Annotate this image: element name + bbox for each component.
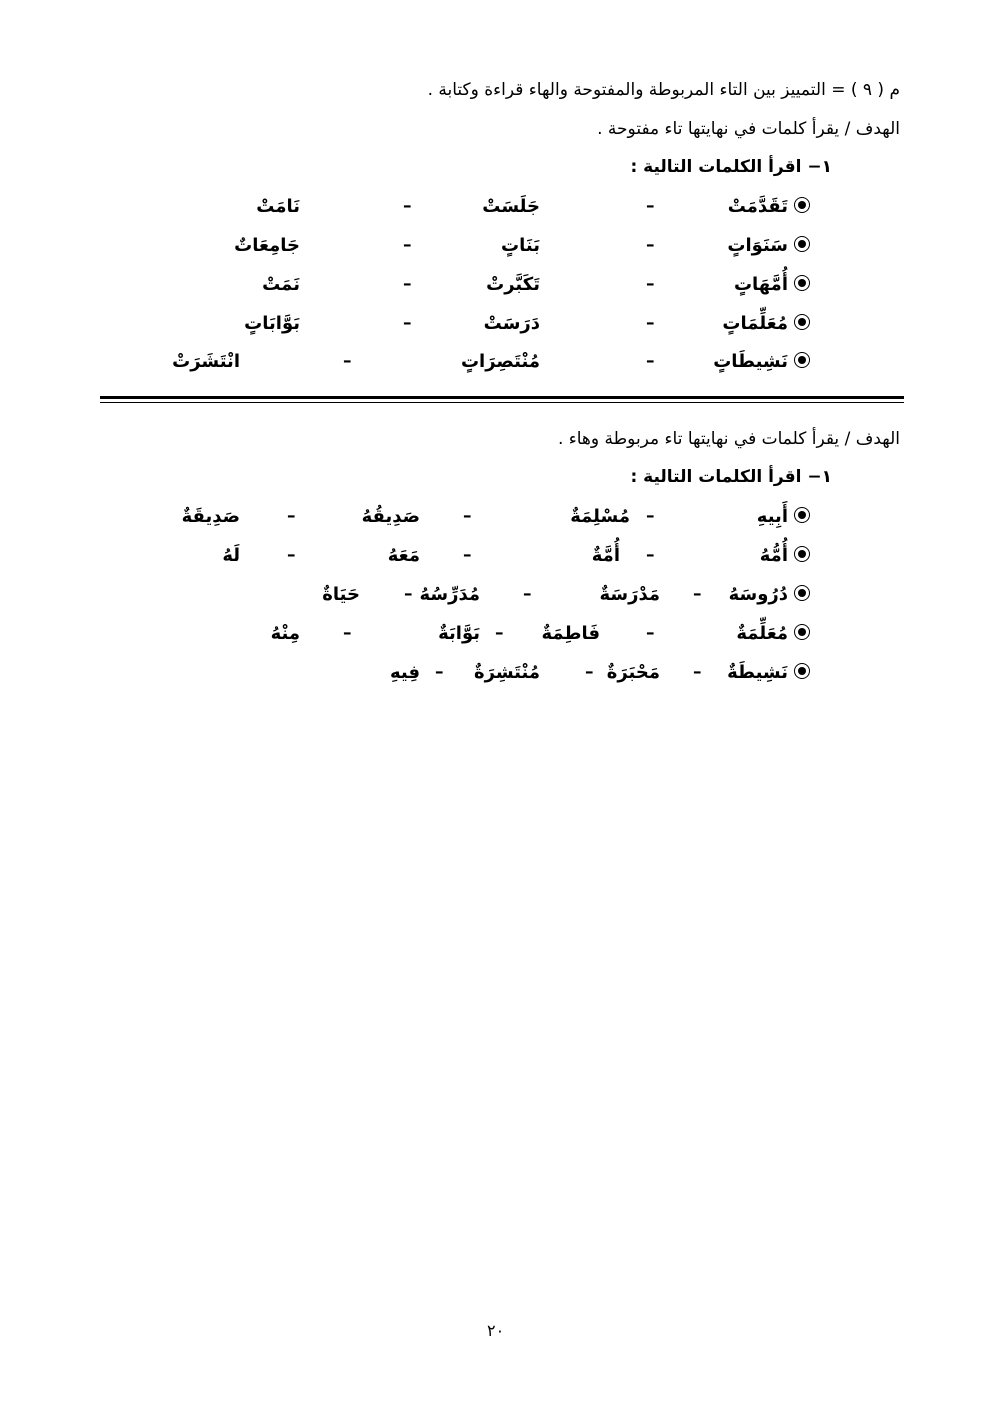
separator-dash: – [343, 351, 352, 371]
word: حَيَاةٌ [322, 584, 360, 605]
separator-dash: – [404, 584, 413, 604]
word: جَامِعَاتٌ [234, 235, 300, 256]
separator-dash: – [646, 313, 655, 333]
word: جَلَسَتْ [482, 196, 540, 217]
bullet-icon [794, 585, 810, 601]
lesson-title: م ( ٩ ) = التمييز بين التاء المربوطة والمفتوحة والهاء قراءة وكتابة . [427, 80, 900, 100]
word: فِيهِ [389, 662, 420, 683]
list-item: نَشِيطَةٌ [727, 662, 810, 683]
bullet-icon [794, 314, 810, 330]
separator-dash: – [523, 584, 532, 604]
bullet-icon [794, 507, 810, 523]
separator-dash: – [463, 506, 472, 526]
list-item: نَشِيطَاتٍ [713, 351, 810, 372]
separator-dash: – [646, 274, 655, 294]
bullet-icon [794, 546, 810, 562]
list-item: مُعَلِّمَةٌ [736, 623, 810, 644]
separator-dash: – [646, 196, 655, 216]
word: تَكَبَّرتْ [486, 274, 540, 295]
bullet-icon [794, 236, 810, 252]
word: بَوَّابَاتٍ [244, 313, 300, 334]
separator-dash: – [646, 623, 655, 643]
word: مَحْبَرَةٌ [606, 662, 660, 683]
separator-dash: – [435, 662, 444, 682]
separator-dash: – [403, 274, 412, 294]
bullet-icon [794, 352, 810, 368]
word: أُمَّةٌ [591, 545, 620, 566]
word: مَدْرَسَةٌ [599, 584, 660, 605]
word: مُسْلِمَةٌ [570, 506, 630, 527]
bullet-icon [794, 197, 810, 213]
word: لَهُ [222, 545, 240, 566]
separator-dash: – [287, 506, 296, 526]
word: مُدَرِّسُهُ [419, 584, 480, 605]
separator-dash: – [403, 196, 412, 216]
word: نَامَتْ [256, 196, 300, 217]
separator-dash: – [403, 235, 412, 255]
page-number: ٢٠ [487, 1321, 505, 1340]
list-item: سَنَوَاتٍ [727, 235, 810, 256]
separator-dash: – [693, 584, 702, 604]
goal-open-ta: الهدف / يقرأ كلمات في نهايتها تاء مفتوحة . [597, 119, 900, 139]
word: بَنَاتٍ [501, 235, 540, 256]
section-divider-bottom [100, 402, 904, 403]
separator-dash: – [646, 506, 655, 526]
word: انْتَشَرَتْ [172, 351, 240, 372]
bullet-icon [794, 663, 810, 679]
separator-dash: – [646, 351, 655, 371]
list-item: أُمَّهَاتٍ [734, 274, 810, 295]
separator-dash: – [463, 545, 472, 565]
word: دَرَسَتْ [483, 313, 540, 334]
separator-dash: – [495, 623, 504, 643]
word: فَاطِمَةٌ [541, 623, 600, 644]
separator-dash: – [287, 545, 296, 565]
word: بَوَّابَةٌ [438, 623, 480, 644]
separator-dash: – [403, 313, 412, 333]
word: صَدِيقَةٌ [181, 506, 240, 527]
list-item: دُرُوسَهُ [729, 584, 810, 605]
list-item: أُمُّهُ [760, 545, 810, 566]
word: صَدِيقُهُ [361, 506, 420, 527]
separator-dash: – [693, 662, 702, 682]
word: مِنْهُ [270, 623, 300, 644]
separator-dash: – [646, 235, 655, 255]
separator-dash: – [585, 662, 594, 682]
separator-dash: – [343, 623, 352, 643]
list-item: تَقَدَّمَتْ [728, 196, 810, 217]
word: نَمَتْ [262, 274, 300, 295]
list-item: مُعَلِّمَاتٍ [722, 313, 810, 334]
word: مُنْتَشِرَةٌ [474, 662, 540, 683]
word: مُنْتَصِرَاتٍ [460, 351, 540, 372]
section-divider-top [100, 396, 904, 399]
bullet-icon [794, 275, 810, 291]
instruction-2: ١− اقرأ الكلمات التالية : [630, 467, 832, 487]
list-item: أَبِيهِ [757, 506, 810, 527]
instruction-1: ١− اقرأ الكلمات التالية : [630, 157, 832, 177]
goal-closed-ta: الهدف / يقرأ كلمات في نهايتها تاء مربوطة وهاء . [557, 429, 900, 449]
separator-dash: – [646, 545, 655, 565]
bullet-icon [794, 624, 810, 640]
word: مَعَهُ [387, 545, 420, 566]
